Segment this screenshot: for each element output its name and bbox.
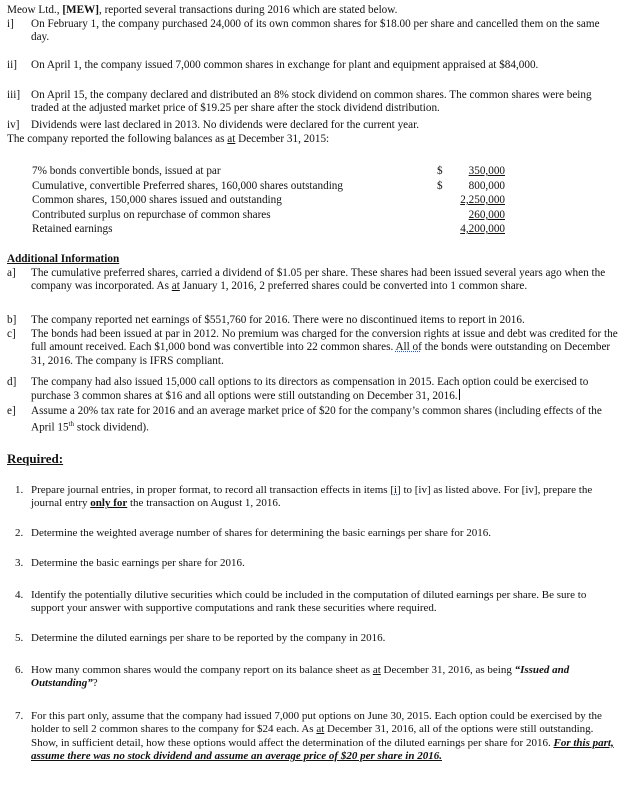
additional-item-d: d] The company had also issued 15,000 call options to its directors as compensation in 2015. Each option could be exercised to purchase 3 common shares at $16 and all options were still outstanding on December 31, 2016. — [7, 376, 589, 403]
additional-item-b: b] The company reported net earnings of $551,760 for 2016. There were no discontinued items to report in 2016. — [7, 314, 525, 326]
balance-dollar: $ — [437, 165, 443, 177]
item-text: On April 15, the company declared and distributed an 8% stock dividend on common shares. The common shares were being traded at the adjusted market price of $19.25 per share after the stock dividend distribution. — [31, 89, 592, 115]
requirement-5: 5. Determine the diluted earnings per share to be reported by the company in 2016. — [15, 632, 386, 644]
transaction-item-i — [7, 18, 619, 45]
table-row — [0, 165, 628, 179]
table-row — [0, 180, 628, 194]
item-text: On April 1, the company issued 7,000 common shares in exchange for plant and equipment appraised at $84,000. — [31, 59, 539, 71]
balance-amount: 800,000 — [468, 180, 505, 192]
requirement-2: 2. Determine the weighted average number of shares for determining the basic earnings per share for 2016. — [15, 527, 491, 539]
transaction-item-iv — [7, 119, 619, 132]
item-marker: iii] — [7, 89, 21, 101]
item-marker: ii] — [7, 59, 17, 71]
additional-item-c: c] The bonds had been issued at par in 2012. No premium was charged for the conversion rights at issue and debt was credited for the full amount received. Each $1,000 bond was convertible into 22 common shares. All of the bonds were outstanding on December 31, 2016. The company is IFRS compliant. — [7, 328, 618, 367]
balance-amount: 2,250,000 — [460, 194, 505, 206]
table-row — [0, 223, 628, 237]
requirement-4: 4. Identify the potentially dilutive securities which could be included in the computation of diluted earnings per share. Be sure to support your answer with supportive computations and rank these securities where required. — [15, 589, 587, 615]
company-ticker: [MEW] — [62, 4, 99, 16]
required-heading: Required: — [7, 451, 64, 466]
balances-intro: The company reported the following balances as at December 31, 2015: — [7, 133, 330, 145]
transaction-item-iii — [7, 89, 619, 116]
requirement-7: 7. For this part only, assume that the company had issued 7,000 put options on June 30, 2015. Each option could be exercised by the holder to sell 2 common shares to the company for $24 each. As at December 31, 2016, all of the options were still outstanding. Show, in sufficient detail, how these options would affect the determination of the diluted earnings per share for 2016. For this part, assume there was no stock dividend and assume an average price of $20 per share in 2016. — [15, 710, 614, 763]
text-cursor — [459, 389, 460, 400]
requirement-3: 3. Determine the basic earnings per share for 2016. — [15, 557, 245, 569]
requirement-1: 1. Prepare journal entries, in proper format, to record all transaction effects in items [i] to [iv] as listed above. For [iv], prepare the journal entry only for the transaction on August 1, 2016. — [15, 484, 593, 510]
additional-item-e: e] Assume a 20% tax rate for 2016 and an average market price of $20 for the company’s common shares (including effects of the April 15th stock dividend). — [7, 405, 602, 435]
balance-amount: 4,200,000 — [460, 223, 505, 235]
additional-item-a: a] The cumulative preferred shares, carried a dividend of $1.05 per share. These shares had been issued several years ago when the company was incorporated. As at January 1, 2016, 2 preferred shares could be converted into 1 common share. — [7, 267, 606, 293]
balance-label: Common shares, 150,000 shares issued and outstanding — [32, 194, 282, 206]
additional-info-heading: Additional Information — [7, 253, 120, 265]
table-row — [0, 194, 628, 208]
balance-amount: 260,000 — [468, 209, 505, 221]
balance-label: Cumulative, convertible Preferred shares, 160,000 shares outstanding — [32, 180, 343, 192]
balance-label: Retained earnings — [32, 223, 113, 235]
requirement-6: 6. How many common shares would the company report on its balance sheet as at December 31, 2016, as being “Issued and Outstanding”? — [15, 664, 570, 690]
balance-label: 7% bonds convertible bonds, issued at par — [32, 165, 221, 177]
balance-dollar: $ — [437, 180, 443, 192]
balance-amount: 350,000 — [468, 165, 505, 177]
transaction-item-ii — [7, 59, 619, 72]
balance-label: Contributed surplus on repurchase of common shares — [32, 209, 271, 221]
item-text: Dividends were last declared in 2013. No dividends were declared for the current year. — [31, 119, 419, 131]
intro-line — [7, 4, 619, 17]
item-marker: i] — [7, 18, 14, 30]
company-name: Meow Ltd., — [7, 4, 63, 16]
item-text: On February 1, the company purchased 24,000 of its own common shares for $18.00 per share and cancelled them on the same day. — [31, 18, 600, 44]
intro-text: , reported several transactions during 2016 which are stated below. — [98, 4, 398, 16]
table-row — [0, 209, 628, 223]
item-marker: iv] — [7, 119, 20, 131]
